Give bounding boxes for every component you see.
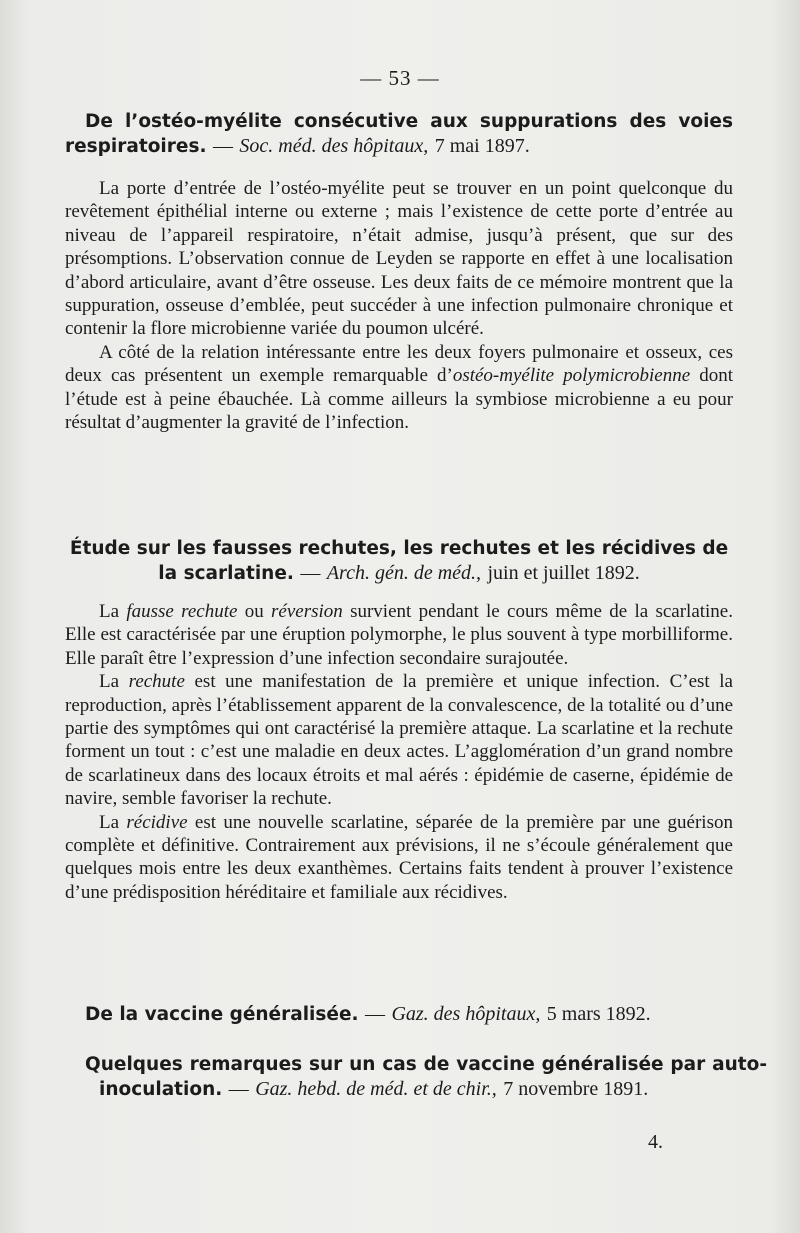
- article-body-osteomyelite: [65, 177, 733, 434]
- paragraph: La rechute est une manifestation de la première et unique infection. C’est la reproduction, après l’établissement apparent de la convalescence, de la totalité ou d’une partie des symptômes qui ont caractérisé la première attaque. La scarlatine et la rechute forment un tout : c’est une maladie en deux actes. L’agglomération d’un grand nombre de scarlatineux dans des locaux étroits et mal aérés : épidémie de caserne, épidémie de navire, semble favoriser la rechute.: [65, 671, 733, 810]
- article-dash: —: [212, 135, 233, 157]
- page-number: — 53 —: [360, 66, 440, 90]
- article-heading-auto-inoculation: [65, 1053, 767, 1102]
- article-source: Soc. méd. des hôpitaux,: [239, 135, 429, 157]
- article-source: Gaz. hebd. de méd. et de chir.,: [255, 1078, 497, 1100]
- article-source: Gaz. des hôpitaux,: [391, 1003, 541, 1025]
- article-source: Arch. gén. de méd.,: [326, 562, 482, 584]
- paragraph: La porte d’entrée de l’ostéo-myélite peut se trouver en un point quelconque du revêtement épithélial interne ou externe ; mais l’existence de cette porte d’entrée au niveau de l’appareil respiratoire, n’était admise, jusqu’à présent, que sur des présomptions. L’observation connue de Leyden se rapporte en effet à une localisation d’abord articulaire, avant d’être osseuse. Les deux faits de ce mémoire montrent que la suppuration, osseuse d’emblée, peut succéder à une infection pulmonaire chronique et contenir la flore microbienne variée du poumon ulcéré.: [65, 178, 733, 340]
- signature-mark: 4.: [648, 1131, 663, 1153]
- paragraph: La fausse rechute ou réversion survient pendant le cours même de la scarlatine. Elle est caractérisée par une éruption polymorphe, le plus souvent à type morbilliforme. Elle paraît être l’expression d’une infection secondaire surajoutée.: [65, 601, 733, 669]
- article-dash: —: [228, 1078, 249, 1100]
- article-dash: —: [300, 562, 321, 584]
- article-title: Étude sur les fausses rechutes, les rechutes et les récidives de la scarlatine.: [69, 538, 729, 584]
- article-title: De la vaccine généralisée.: [85, 1004, 359, 1025]
- article-dash: —: [364, 1003, 385, 1025]
- article-body-scarlatine: [65, 600, 733, 904]
- article-title: De l’ostéo-myélite consécutive aux suppurations des voies respiratoires.: [65, 111, 733, 157]
- paragraph: La récidive est une nouvelle scarlatine, séparée de la première par une guérison complète et définitive. Contrairement aux prévisions, il ne s’écoule généralement que quelques mois entre les deux exanthèmes. Certains faits tendent à prouver l’existence d’une prédisposition héréditaire et familiale aux récidives.: [65, 811, 733, 903]
- article-heading-vaccine: [65, 1002, 733, 1027]
- article-date: 5 mars 1892.: [546, 1003, 651, 1025]
- article-date: juin et juillet 1892.: [487, 562, 640, 584]
- article-heading-osteomyelite: [65, 110, 733, 159]
- article-date: 7 novembre 1891.: [503, 1078, 649, 1100]
- article-title: Quelques remarques sur un cas de vaccine généralisée par auto-inoculation.: [85, 1054, 767, 1100]
- paragraph: A côté de la relation intéressante entre les deux foyers pulmonaire et osseux, ces deux cas présentent un exemple remarquable d’ostéo-myélite polymicrobienne dont l’étude est à peine ébauchée. Là comme ailleurs la symbiose microbienne a eu pour résultat d’augmenter la gravité de l’infection.: [65, 341, 734, 434]
- article-heading-scarlatine: [65, 537, 733, 586]
- article-date: 7 mai 1897.: [434, 135, 530, 157]
